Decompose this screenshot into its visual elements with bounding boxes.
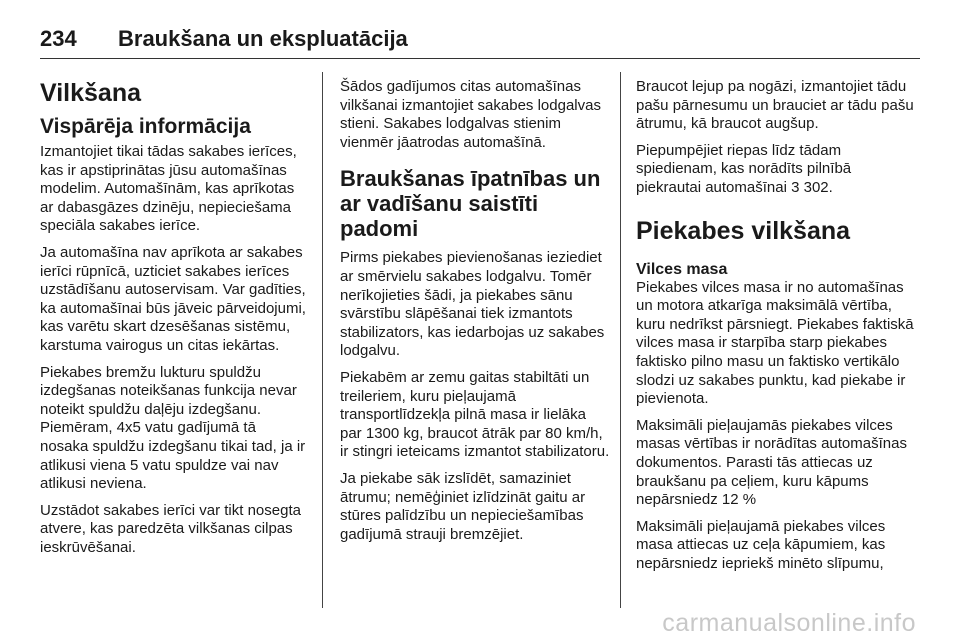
paragraph: Piekabes vilces masa ir no automašīnas un motora atkarīga maksimālā vērtība, kuru nedrīkst pārsniegt. Piekabes faktiskā vilces masa ir starpība starp piekabes faktisko pilno masu un faktisko vertikālo slodzi uz sakabes punktu, kad piekabe ir pievienota. [636, 278, 914, 408]
subsection-title: Braukšanas īpatnības un ar vadīšanu saistīti padomi [340, 166, 601, 242]
paragraph: Piekabēm ar zemu gaitas stabiltāti un treileriem, kuru pieļaujamā transportlīdzekļa pilnā masa ir lielāka par 1300 kg, braucot ātrāk par 80 km/h, ir stingri ieteicams izmantot stabilizatoru. [340, 368, 610, 461]
paragraph: Uzstādot sakabes ierīci var tikt nosegta atvere, kas paredzēta vilkšanas cilpas ieskrūvēšanai. [40, 501, 301, 556]
paragraph: Ja piekabe sāk izslīdēt, samaziniet ātrumu; nemēģiniet izlīdzināt gaitu ar stūres palīdzību un nepieciešamības gadījumā strauji bremzējiet. [340, 469, 586, 543]
watermark: carmanualsonline.info [662, 609, 916, 637]
subheading: Vilces masa [636, 260, 728, 278]
paragraph: Maksimāli pieļaujamā piekabes vilces masa attiecas uz ceļa kāpumiem, kas nepārsniedz iepriekš minēto slīpumu, [636, 517, 886, 572]
column-3 [636, 78, 916, 581]
paragraph: Ja automašīna nav aprīkota ar sakabes ierīci rūpnīcā, uzticiet sakabes ierīces uzstādīšanu autoservisam. Var gadīties, ka automašīnai būs jāveic pārveidojumi, kas varētu skart dzesēšanas sistēmu, karstuma vairogus un citas iekārtas. [40, 243, 306, 354]
page-number: 234 [40, 26, 77, 51]
paragraph: Šādos gadījumos citas automašīnas vilkšanai izmantojiet sakabes lodgalvas stieni. Sakabes lodgalvas stienim vienmēr jāatrodas automašīnā. [340, 78, 601, 151]
subsection-title: Vispārēja informācija [40, 115, 251, 138]
column-1 [40, 74, 308, 565]
page-header [40, 14, 920, 60]
paragraph: Piekabes bremžu lukturu spuldžu izdegšanas noteikšanas funkcija nevar noteikt spuldžu daļēju izdegšanu. Piemēram, 4x5 vatu gadījumā tā nosaka spuldžu izdegšanu tikai tad, ja ir atlikusi viena 5 vatu spuldze vai nav atlikusi neviena. [40, 363, 306, 493]
paragraph: Piepumpējiet riepas līdz tādam spiedienam, kas norādīts pilnībā piekrautai automašīnai 3 302. [636, 141, 852, 196]
section-title: Vilkšana [40, 79, 142, 107]
paragraph: Braucot lejup pa nogāzi, izmantojiet tādu pašu pārnesumu un brauciet ar tādu pašu ātrumu, kā braucot augšup. [636, 78, 914, 133]
paragraph: Maksimāli pieļaujamās piekabes vilces masas vērtības ir norādītas automašīnas dokumentos. Parasti tās attiecas uz braukšanu pa ceļiem, kuru kāpums nepārsniedz 12 % [636, 416, 907, 509]
column-divider [322, 72, 323, 608]
column-divider [620, 72, 621, 608]
paragraph: Pirms piekabes pievienošanas ieziediet ar smērvielu sakabes lodgalvu. Tomēr nerīkojieties šādi, ja piekabes sānu svārstību slāpēšanai tiek izmantots stabilizators, kas iedarbojas uz sakabes lodgalvu. [340, 249, 605, 360]
running-title: Braukšana un ekspluatācija [118, 26, 408, 51]
paragraph: Izmantojiet tikai tādas sakabes ierīces, kas ir apstiprinātas jūsu automašīnas modelim. Automašīnām, kas aprīkotas ar dabasgāzes dzinēju, nepieciešama speciāla sakabes ierīce. [40, 143, 297, 235]
section-title: Piekabes vilkšana [636, 216, 851, 245]
header-rule [40, 58, 920, 59]
column-2 [340, 78, 610, 552]
